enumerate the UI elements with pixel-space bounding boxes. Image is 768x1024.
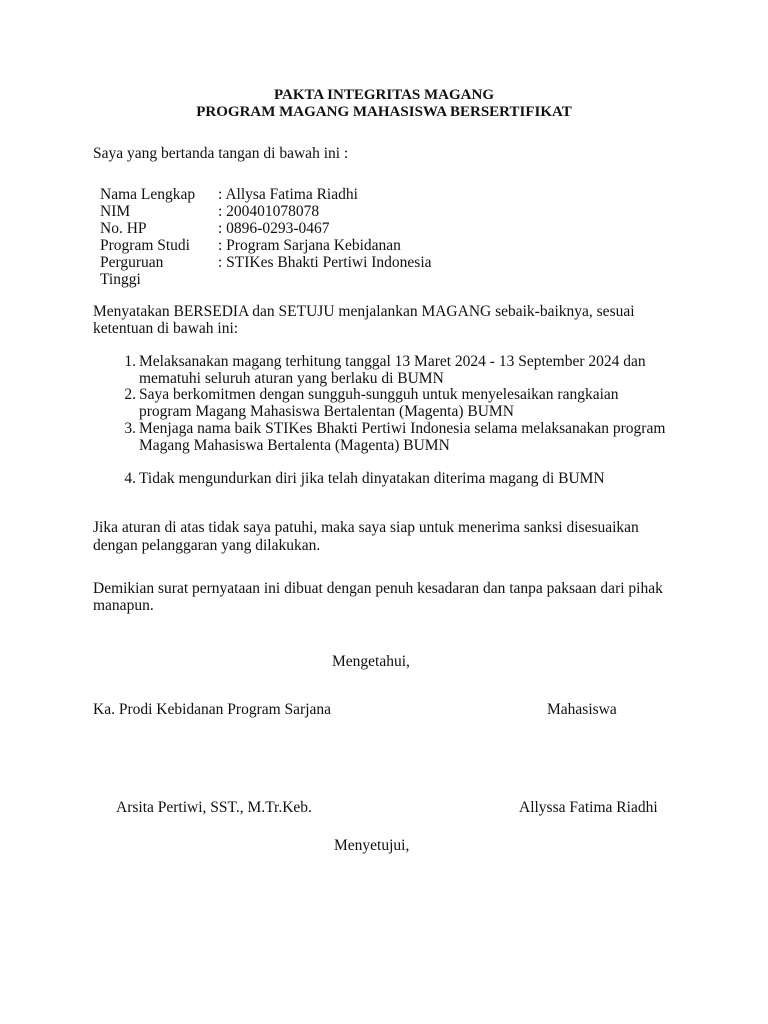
field-label-nim: NIM	[100, 203, 131, 220]
approved-label: Menyetujui,	[334, 837, 410, 854]
field-value-prodi: : Program Sarjana Kebidanan	[218, 237, 401, 254]
field-label-nama: Nama Lengkap	[100, 186, 196, 203]
field-value-nim: : 200401078078	[218, 203, 320, 220]
field-value-perguruan: : STIKes Bhakti Pertiwi Indonesia	[218, 254, 432, 271]
list-item-number: 4.	[124, 470, 136, 487]
left-signatory-name: Arsita Pertiwi, SST., M.Tr.Keb.	[116, 799, 312, 816]
sanction-line-1: Jika aturan di atas tidak saya patuhi, maka saya siap untuk menerima sanksi disesuaikan	[93, 519, 639, 536]
closing-line-2: manapun.	[93, 597, 154, 614]
sanction-line-2: dengan pelanggaran yang dilakukan.	[93, 537, 321, 554]
statement-line-1: Menyatakan BERSEDIA dan SETUJU menjalankan MAGANG sebaik-baiknya, sesuai	[93, 303, 635, 320]
right-signatory-name: Allyssa Fatima Riadhi	[519, 799, 658, 816]
acknowledged-label: Mengetahui,	[332, 653, 410, 670]
list-item-number: 2.	[124, 386, 136, 403]
field-value-hp: : 0896-0293-0467	[218, 220, 330, 237]
list-item-text: Saya berkomitmen dengan sungguh-sungguh untuk menyelesaikan rangkaian	[139, 386, 619, 403]
list-item-text: program Magang Mahasiswa Bertalentan (Magenta) BUMN	[139, 403, 514, 420]
field-label-perguruan: Perguruan	[100, 254, 164, 271]
field-label-tinggi: Tinggi	[100, 271, 141, 288]
list-item-text: Menjaga nama baik STIKes Bhakti Pertiwi Indonesia selama melaksanakan program	[139, 420, 666, 437]
field-label-hp: No. HP	[100, 220, 147, 237]
right-signatory-role: Mahasiswa	[547, 701, 617, 718]
intro-text: Saya yang bertanda tangan di bawah ini :	[93, 145, 349, 162]
statement-line-2: ketentuan di bawah ini:	[93, 320, 239, 337]
field-value-nama: : Allysa Fatima Riadhi	[218, 186, 358, 203]
list-item-text: mematuhi seluruh aturan yang berlaku di BUMN	[139, 370, 444, 387]
list-item-text: Tidak mengundurkan diri jika telah dinyatakan diterima magang di BUMN	[139, 470, 605, 487]
list-item-number: 3.	[124, 420, 136, 437]
document-subtitle: PROGRAM MAGANG MAHASISWA BERSERTIFIKAT	[196, 104, 572, 120]
document-title: PAKTA INTEGRITAS MAGANG	[273, 87, 495, 103]
list-item-text: Magang Mahasiswa Bertalenta (Magenta) BUMN	[139, 437, 450, 454]
list-item-number: 1.	[124, 353, 136, 370]
closing-line-1: Demikian surat pernyataan ini dibuat dengan penuh kesadaran dan tanpa paksaan dari pihak	[93, 580, 663, 597]
list-item-text: Melaksanakan magang terhitung tanggal 13 Maret 2024 - 13 September 2024 dan	[139, 353, 646, 370]
left-signatory-role: Ka. Prodi Kebidanan Program Sarjana	[93, 701, 332, 718]
field-label-prodi: Program Studi	[100, 237, 190, 254]
